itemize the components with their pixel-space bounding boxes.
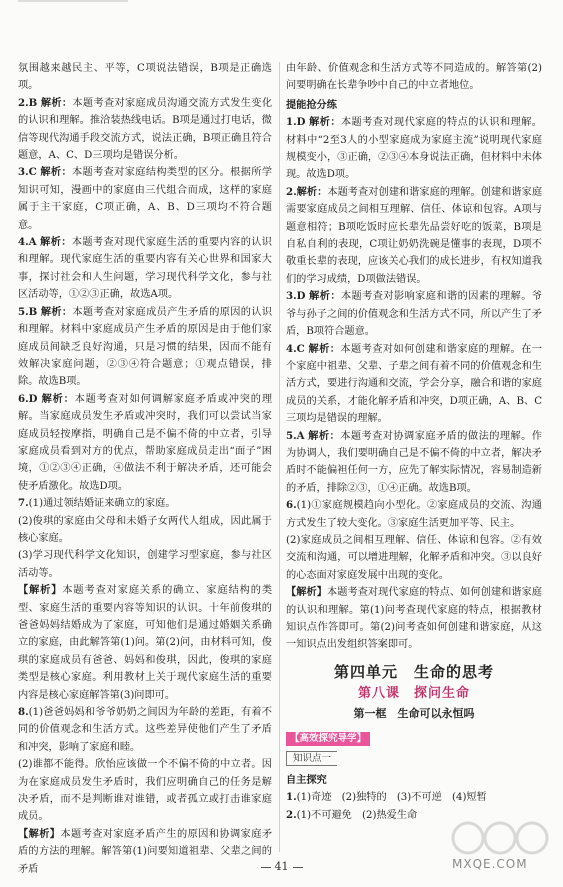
answer-paragraph: 2.B 解析：本题考查对家庭成员沟通交流方式发生变化的认识和理解。推洽装热线电话。B项是通过打电话，微信等现代沟通手段交流方式，说法正确，B项正确且符合题意，A、C、D三项均是错误分析。 [18, 96, 273, 162]
answer-paragraph: 3.D 解析：本题考查对影响家庭和谐的因素的理解。爷爷与孙子之间的价值观念和生活方式不同，所以产生了矛盾，B项符合题意。 [286, 290, 542, 338]
answer-paragraph: 【解析】本题考查对现代家庭的特点、如何创建和谐家庭的认识和理解。第(1)问考查现代家庭的特点，根据教材知识点作答即可。第(2)问考查如何创建和谐家庭，从这一知识点出发组织答案即可。 [286, 586, 542, 651]
answer-paragraph: (2)谁都不能得。欣怡应该做一个不偏不倚的中立者。因为在家庭成员发生矛盾时，我们应明确自己的任务是解决矛盾，而不是判断谁对谁错，或者孤立或打击谁家庭成员。 [18, 759, 272, 823]
answer-paragraph: 6.D 解析：本题考查对如何调解家庭矛盾或冲突的理解。当家庭成员发生矛盾或冲突时，我们可以尝试当家庭成员轻按摩指，明确自己是不偏不倚的中立者，引导家庭成员看到对方的优点，帮助家庭成员走出“面子”困境，①②③④正确，④做法不利于解决矛盾，还可能会使矛盾激化。故选D项。 [18, 392, 273, 492]
section-title: 第一框 生命可以永恒吗 [353, 706, 475, 720]
answer-paragraph: 4.C 解析：本题考查对如何创建和谐家庭的理解。在一个家庭中祖辈、父辈、子辈之间有着不同的价值观念和生活方式，要进行沟通和交流，学会分享，融合和谐的家庭成员的关系，才能化解矛盾和冲突，D项正确，A、B、C三项均是错误的理解。 [286, 342, 542, 425]
answer-line: 2.(1)不可避免 (2)热爱生命 [286, 808, 418, 821]
watermark-text: MXQE.COM [452, 857, 528, 871]
answer-paragraph: 4.A 解析：本题考查对现代家庭生活的重要内容的认识和理解。现代家庭生活的重要内容有关心世界和国家大事，探讨社会和人生问题，学习现代科学文化，参与社区活动等，①②③正确，故选A项。 [18, 236, 272, 301]
answer-paragraph: 3.C 解析：本题考查对家庭结构类型的区分。根据所学知识可知，漫画中的家庭由三代组合而成，这样的家庭属于主干家庭，C项正确，A、B、D三项均不符合题意。 [18, 166, 273, 231]
answer-paragraph: 5.B 解析：本题考查对家庭成员产生矛盾的原因的认识和理解。材料中家庭成员产生矛盾的原因是由于他们家庭成员间缺乏良好沟通，只是习惯的结果，因而不能有效解决家庭问题，②③④符合题意；①观点错误，排除。故选B项。 [18, 305, 273, 388]
top-edge-mark [18, 0, 128, 12]
answer-paragraph: 1.D 解析：本题考查对现代家庭的特点的认识和理解。材料中“2至3人的小型家庭成为家庭主流”说明现代家庭规模变小，③正确，②③④本身说法正确，但材料中未体现。故选D项。 [286, 116, 542, 181]
answer-line: 1.(1)奇迹 (2)独特的 (3)不可逆 (4)短暂 [286, 791, 487, 804]
section-heading: 提能抢分练 [286, 98, 337, 111]
answer-paragraph: 【解析】本题考查对家庭矛盾产生的原因和协调家庭矛盾的方法的理解。解答第(1)问要知道祖辈、父辈之间的矛盾 [18, 827, 273, 875]
column-divider [279, 62, 280, 852]
answer-paragraph: 2.解析：本题考查对创建和谐家庭的理解。创建和谐家庭需要家庭成员之间相互理解、信任、体谅和包容。A项与题意相符；B项吃饭时应长辈先品尝好吃的饭菜，B项是自私自利的表现，C项让奶奶洗碗是懂事的表现，D项不敬重长辈的表现，应该关心我们的成长进步，有权知道我们的学习成绩，D项做法错误。 [286, 185, 543, 285]
unit-title: 第四单元 生命的思考 [333, 662, 494, 681]
answer-paragraph: 氛围越来越民主、平等，C项说法错误，B项是正确选项。 [18, 63, 272, 92]
answer-paragraph: (2)家庭成员之间相互理解、信任、体谅和包容。②有效交流和沟通，可以增进理解，化解矛盾和冲突。③以良好的心态面对家庭发展中出现的变化。 [286, 534, 542, 581]
answer-paragraph: 【解析】本题考查对家庭关系的确立、家庭结构的类型、家庭生活的重要内容等知识的认识。十年前俊琪的爸爸妈妈结婚成为了家庭，可知他们是通过婚姻关系确立的家庭，由此解答第(1)问。第(2)问，由材料可知，俊琪的家庭成员有爸爸、妈妈和俊琪，因此，俊琪的家庭类型是核心家庭。利用教材上关于现代家庭生活的重要内容是核心家庭解答第(3)问即可。 [18, 584, 273, 701]
self-explore-heading: 自主探究 [286, 774, 327, 787]
answer-paragraph: (2)俊琪的家庭由父母和未婚子女两代人组成，因此属于核心家庭。 [18, 515, 272, 544]
left-column [18, 60, 272, 878]
page-number: 41 [0, 858, 563, 875]
lesson-title: 第八课 探问生命 [357, 686, 471, 702]
answer-paragraph: 5.A 解析：本题考查对协调家庭矛盾的做法的理解。作为协调人，我们要明确自己是不偏不倚的中立者，解决矛盾时不能偏袒任何一方，应先了解实际情况，容易制造新的矛盾，排除②③，①④正确。故选B项。 [286, 429, 542, 494]
answer-paragraph: 7.(1)通过领结婚证来确立的家庭。 [18, 497, 176, 510]
answer-paragraph: 8.(1)爸爸妈妈和爷爷奶奶之间因为年龄的差距，有着不同的价值观念和生活方式。这些差异使他们产生了矛盾和冲突，影响了家庭和睦。 [18, 706, 272, 753]
answer-paragraph: 6.(1)①家庭规模趋向小型化。②家庭成员的交流、沟通方式发生了较大变化。③家庭生活更加平等、民主。 [286, 499, 542, 529]
answer-paragraph: 由年龄、价值观念和生活方式等不同造成的。解答第(2)问要明确在长辈争吵中自己的中立者地位。 [286, 63, 542, 92]
answer-paragraph: (3)学习现代科学文化知识，创建学习型家庭，参与社区活动等。 [18, 550, 272, 579]
knowledge-point-label: 知识点一 [286, 751, 337, 766]
right-column [286, 60, 542, 824]
study-guide-tag: 【高效探究导学】 [286, 732, 370, 746]
